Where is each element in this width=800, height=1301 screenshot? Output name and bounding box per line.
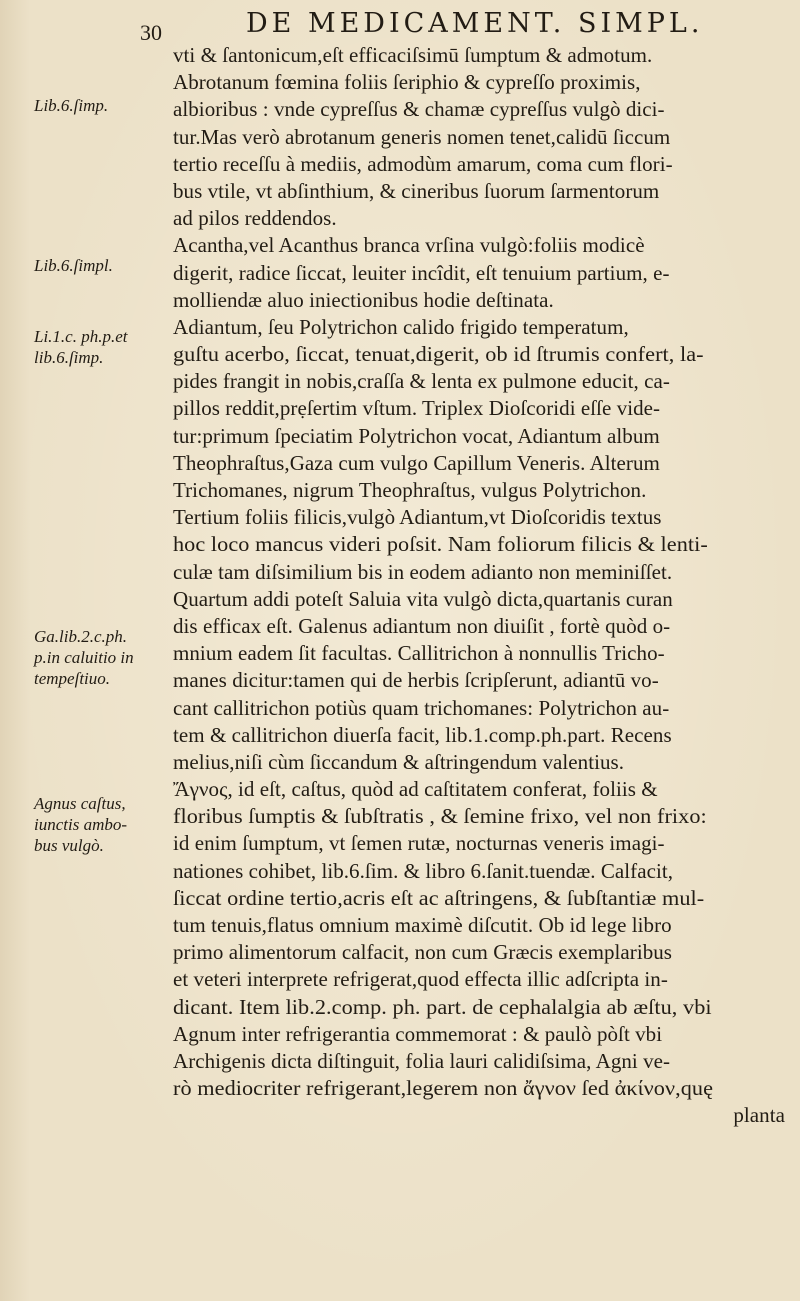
page-number: 30: [140, 20, 162, 45]
text-line: guſtu acerbo, ſiccat, tenuat,digerit, ob id ſtrumis confert, la-: [173, 342, 704, 367]
running-title: DE MEDICAMENT. SIMPL.: [246, 8, 704, 39]
text-line: nationes cohibet, lib.6.ſim. & libro 6.ſanit.tuendæ. Calfacit,: [173, 858, 674, 883]
text-line: Abrotanum fœmina foliis ſeriphio & cypreſſo proximis,: [173, 70, 641, 95]
text-line: Adiantum, ſeu Polytrichon calido frigido temperatum,: [173, 314, 629, 339]
text-line: Quartum addi poteſt Saluia vita vulgò dicta,quartanis curan: [173, 586, 673, 611]
text-line: cant callitrichon potiùs quam trichomanes: Polytrichon au-: [173, 695, 670, 720]
text-line: planta: [733, 1103, 785, 1128]
text-line: digerit, radice ſiccat, leuiter incîdit, eſt tenuium partium, e-: [173, 260, 670, 285]
text-line: ad pilos reddendos.: [173, 206, 337, 231]
text-line: et veteri interprete refrigerat,quod effecta illic adſcripta in-: [173, 967, 668, 992]
text-line: tem & callitrichon diuerſa facit, lib.1.comp.ph.part. Recens: [173, 722, 672, 747]
text-line: rò mediocriter refrigerant,legerem non ἄγνον ſed ἀκίνον,quę: [173, 1076, 714, 1101]
margin-note-line: Agnus caſtus,: [34, 794, 126, 813]
text-line: Theophraſtus,Gaza cum vulgo Capillum Veneris. Alterum: [173, 450, 660, 475]
text-line: floribus ſumptis & ſubſtratis , & ſemine frixo, vel non frixo:: [173, 804, 707, 829]
text-line: Agnum inter refrigerantia commemorat : & paulò pòſt vbi: [173, 1021, 663, 1046]
margin-note-line: lib.6.ſimp.: [34, 348, 104, 367]
text-line: pillos reddit,prẹſertim vſtum. Triplex Dioſcoridi eſſe vide-: [173, 396, 661, 421]
text-line: primo alimentorum calfacit, non cum Græcis exemplaribus: [173, 940, 673, 965]
margin-note-4: [34, 626, 184, 689]
text-line: albioribus : vnde cypreſſus & chamæ cypreſſus vulgò dici-: [173, 97, 665, 122]
margin-note-line: Lib.6.ſimpl.: [34, 256, 113, 275]
margin-note-line: tempeſtiuo.: [34, 669, 111, 688]
margin-note-line: bus vulgò.: [34, 836, 104, 855]
text-line: molliendæ aluo iniectionibus hodie deſtinata.: [173, 287, 554, 312]
margin-note-5: [34, 793, 184, 856]
margin-note-line: Li.1.c. ph.p.et: [34, 327, 128, 346]
text-line: pides frangit in nobis,craſſa & lenta ex pulmone educit, ca-: [173, 369, 670, 394]
text-line: Archigenis dicta diſtinguit, folia lauri calidiſsima, Agni ve-: [173, 1048, 671, 1073]
text-line: Tertium foliis filicis,vulgò Adiantum,vt Dioſcoridis textus: [173, 505, 662, 530]
margin-note-line: iunctis ambo-: [34, 815, 128, 834]
text-line: mnium eadem ſit facultas. Callitrichon à nonnullis Tricho-: [173, 641, 665, 666]
main-text-column: [173, 42, 785, 1130]
text-line: tur.Mas verò abrotanum generis nomen tenet,calidū ſiccum: [173, 124, 671, 149]
text-line: culæ tam diſsimilium bis in eodem adianto non meminiſſet.: [173, 559, 673, 584]
margin-note-1: [34, 95, 184, 116]
text-line: manes dicitur:tamen qui de herbis ſcripſerunt, adiantū vo-: [173, 668, 659, 693]
text-line: tertio receſſu à mediis, admodùm amarum, coma cum flori-: [173, 151, 673, 176]
margin-note-line: Ga.lib.2.c.ph.: [34, 627, 128, 646]
margin-note-line: p.in caluitio in: [34, 648, 134, 667]
text-line: id enim ſumptum, vt ſemen rutæ, nocturnas veneris imagi-: [173, 831, 665, 856]
margin-note-line: Lib.6.ſimp.: [34, 96, 109, 115]
text-line: dicant. Item lib.2.comp. ph. part. de cephalalgia ab æſtu, vbi: [173, 994, 712, 1019]
text-line: vti & ſantonicum,eſt efficaciſsimū ſumptum & admotum.: [173, 43, 653, 67]
text-line: Acantha,vel Acanthus branca vrſina vulgò:foliis modicè: [173, 233, 645, 258]
margin-note-2: [34, 255, 184, 276]
text-line: tum tenuis,flatus omnium maximè diſcutit. Ob id lege libro: [173, 913, 672, 937]
text-line: ſiccat ordine tertio,acris eſt ac aſtringens, & ſubſtantiæ mul-: [173, 885, 705, 910]
text-line: bus vtile, vt abſinthium, & cineribus ſuorum ſarmentorum: [173, 178, 660, 203]
text-line: hoc loco mancus videri poſsit. Nam foliorum filicis & lenti-: [173, 532, 708, 557]
margin-note-3: [34, 326, 184, 368]
text-line: dis efficax eſt. Galenus adiantum non diuiſit , fortè quòd o-: [173, 613, 671, 638]
text-line: tur:primum ſpeciatim Polytrichon vocat, Adiantum album: [173, 423, 660, 448]
text-line: Trichomanes, nigrum Theophraſtus, vulgus Polytrichon.: [173, 478, 647, 502]
text-line: melius,niſi cùm ſiccandum & aſtringendum valentius.: [173, 749, 625, 774]
text-line: Ἄγνος, id eſt, caſtus, quòd ad caſtitatem conferat, foliis &: [173, 777, 658, 802]
